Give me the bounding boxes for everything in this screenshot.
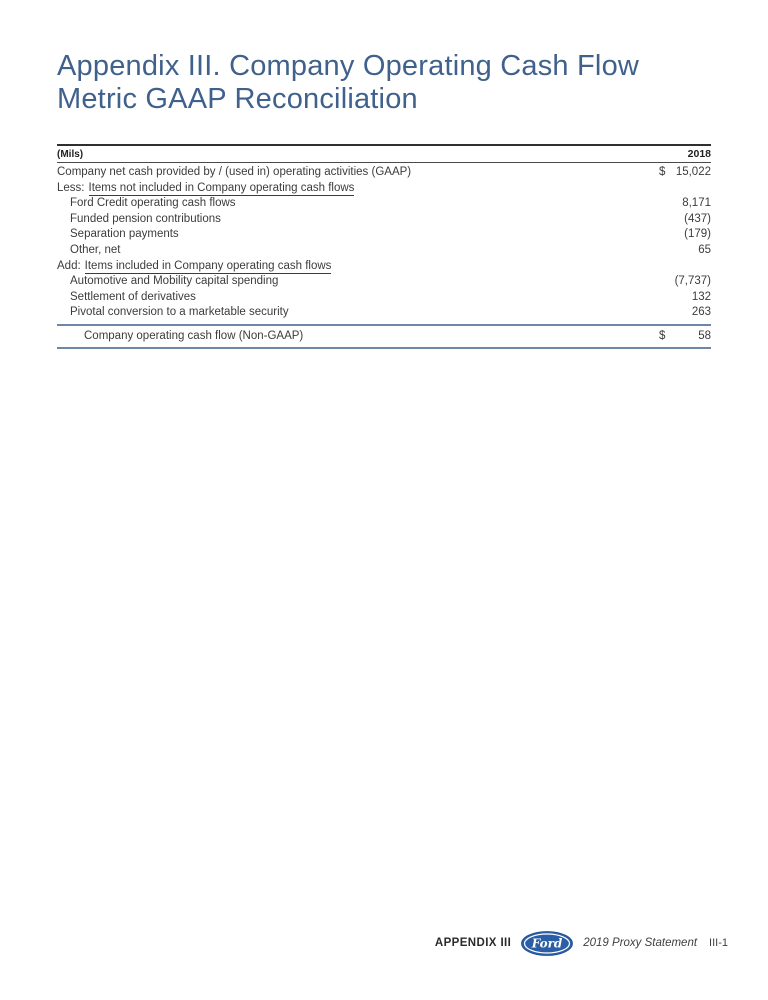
page-title xyxy=(57,50,639,116)
table-row xyxy=(57,227,711,243)
units-label: (Mils) xyxy=(57,148,84,160)
total-label: Company operating cash flow (Non-GAAP) xyxy=(84,330,304,343)
row-value: 8,171 xyxy=(682,197,711,210)
table-row xyxy=(57,305,711,321)
page-title-line1: Appendix III. Company Operating Cash Flow xyxy=(57,50,640,82)
underlined-phrase: Items not included in Company operating cash flows xyxy=(88,181,355,194)
table-row xyxy=(57,259,711,275)
table-row xyxy=(57,181,711,197)
row-value: 65 xyxy=(698,243,711,256)
row-value: 263 xyxy=(691,306,711,319)
table-row xyxy=(57,212,711,228)
row-label: Other, net xyxy=(70,243,121,256)
reconciliation-table xyxy=(57,144,711,349)
table-row xyxy=(57,274,711,290)
total-value: 58 xyxy=(698,330,711,343)
ford-logo-icon xyxy=(521,931,573,956)
year-column-header: 2018 xyxy=(687,148,711,160)
page-number: III-1 xyxy=(709,937,728,949)
proxy-statement-label: 2019 Proxy Statement xyxy=(583,937,698,949)
table-row xyxy=(57,165,711,181)
row-label xyxy=(57,259,659,275)
row-label: Funded pension contributions xyxy=(70,212,221,225)
appendix-section-label: APPENDIX III xyxy=(434,937,512,949)
total-row xyxy=(57,324,711,349)
row-value: (7,737) xyxy=(674,275,711,288)
row-value: 132 xyxy=(691,290,711,303)
currency-symbol: $ xyxy=(659,166,666,178)
ford-logo-text: Ford xyxy=(531,936,563,950)
table-body xyxy=(57,163,711,321)
row-label: Ford Credit operating cash flows xyxy=(70,197,236,210)
row-label xyxy=(57,181,659,197)
currency-symbol: $ xyxy=(659,330,666,343)
row-value: (179) xyxy=(684,228,711,241)
table-row xyxy=(57,196,711,212)
page-title-line2: Metric GAAP Reconciliation xyxy=(57,83,418,115)
row-prefix: Add: xyxy=(57,259,81,272)
underlined-phrase: Items included in Company operating cash flows xyxy=(84,259,332,272)
row-label: Automotive and Mobility capital spending xyxy=(70,275,279,288)
table-row xyxy=(57,290,711,306)
row-label: Pivotal conversion to a marketable security xyxy=(70,306,289,319)
row-value: 15,022 xyxy=(675,166,711,178)
page-footer xyxy=(435,930,728,956)
row-label: Separation payments xyxy=(70,228,179,241)
table-header-row xyxy=(57,146,711,163)
row-value: (437) xyxy=(684,212,711,225)
row-prefix: Less: xyxy=(57,181,85,194)
row-label: Settlement of derivatives xyxy=(70,290,196,303)
table-row xyxy=(57,243,711,259)
row-label: Company net cash provided by / (used in) operating activities (GAAP) xyxy=(57,166,412,178)
